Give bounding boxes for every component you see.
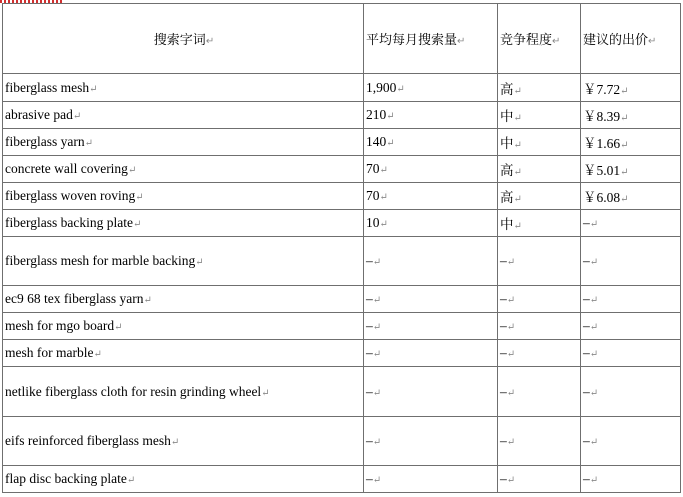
paragraph-mark-icon xyxy=(514,221,522,232)
paragraph-mark-icon xyxy=(127,475,135,486)
paragraph-mark-icon xyxy=(135,192,143,203)
cell-volume xyxy=(364,183,498,210)
paragraph-mark-icon xyxy=(514,86,522,97)
header-suggested-bid xyxy=(581,4,681,74)
paragraph-mark-icon xyxy=(133,219,141,230)
cell-competition xyxy=(498,367,581,417)
paragraph-mark-icon xyxy=(507,257,515,268)
keyword-table xyxy=(2,3,681,493)
table-row xyxy=(3,102,681,129)
paragraph-mark-icon xyxy=(507,475,515,486)
cell-competition xyxy=(498,102,581,129)
cell-text: fiberglass backing plate xyxy=(5,215,133,230)
paragraph-mark-icon xyxy=(380,192,388,203)
paragraph-mark-icon xyxy=(73,111,81,122)
header-row xyxy=(3,4,681,74)
paragraph-mark-icon xyxy=(507,322,515,333)
paragraph-mark-icon xyxy=(386,111,394,122)
cell-volume xyxy=(364,313,498,340)
cell-competition xyxy=(498,183,581,210)
cell-text: – xyxy=(500,253,507,268)
cell-competition xyxy=(498,129,581,156)
cell-text: – xyxy=(366,471,373,486)
header-competition xyxy=(498,4,581,74)
cell-bid xyxy=(581,367,681,417)
cell-text: 高 xyxy=(500,163,514,178)
cell-bid xyxy=(581,210,681,237)
cell-keyword xyxy=(3,102,364,129)
paragraph-mark-icon xyxy=(195,257,203,268)
cell-text: – xyxy=(366,318,373,333)
cell-volume xyxy=(364,466,498,493)
paragraph-mark-icon xyxy=(648,36,656,47)
cell-text: – xyxy=(500,318,507,333)
header-keyword-text: 搜索字词 xyxy=(153,33,206,48)
cell-keyword xyxy=(3,466,364,493)
paragraph-mark-icon xyxy=(590,349,598,360)
cell-keyword xyxy=(3,156,364,183)
paragraph-mark-icon xyxy=(514,113,522,124)
header-monthly-searches-text: 平均每月搜索量 xyxy=(366,33,458,48)
cell-text: 中 xyxy=(500,109,514,124)
cell-text: – xyxy=(366,345,373,360)
cell-volume xyxy=(364,417,498,466)
paragraph-mark-icon xyxy=(590,437,598,448)
paragraph-mark-icon xyxy=(143,295,151,306)
cell-volume xyxy=(364,129,498,156)
paragraph-mark-icon xyxy=(620,140,628,151)
cell-keyword xyxy=(3,313,364,340)
paragraph-mark-icon xyxy=(380,219,388,230)
cell-text: ￥5.01 xyxy=(583,163,621,178)
cell-volume xyxy=(364,340,498,367)
cell-text: 中 xyxy=(500,136,514,151)
cell-bid xyxy=(581,237,681,286)
cell-text: ec9 68 tex fiberglass yarn xyxy=(5,291,144,306)
cell-volume xyxy=(364,156,498,183)
paragraph-mark-icon xyxy=(507,388,515,399)
cell-text: – xyxy=(366,433,373,448)
paragraph-mark-icon xyxy=(620,167,628,178)
header-competition-text: 竞争程度 xyxy=(500,33,553,48)
cell-text: concrete wall covering xyxy=(5,161,128,176)
cell-text: – xyxy=(583,215,590,230)
cell-text: – xyxy=(500,291,507,306)
table-row xyxy=(3,466,681,493)
cell-text: – xyxy=(583,318,590,333)
cell-text: – xyxy=(500,345,507,360)
cell-keyword xyxy=(3,237,364,286)
cell-bid xyxy=(581,286,681,313)
cell-volume xyxy=(364,367,498,417)
cell-text: 高 xyxy=(500,190,514,205)
paragraph-mark-icon xyxy=(590,219,598,230)
cell-text: eifs reinforced fiberglass mesh xyxy=(5,433,171,448)
cell-competition xyxy=(498,74,581,102)
table-row xyxy=(3,74,681,102)
header-keyword xyxy=(3,4,364,74)
cell-competition xyxy=(498,156,581,183)
paragraph-mark-icon xyxy=(373,475,381,486)
cell-keyword xyxy=(3,286,364,313)
cell-bid xyxy=(581,74,681,102)
paragraph-mark-icon xyxy=(114,322,122,333)
cell-keyword xyxy=(3,340,364,367)
cell-text: ￥1.66 xyxy=(583,136,621,151)
paragraph-mark-icon xyxy=(590,388,598,399)
paragraph-mark-icon xyxy=(85,138,93,149)
cell-text: 1,900 xyxy=(366,79,397,95)
cell-text: – xyxy=(500,383,507,399)
table-row xyxy=(3,156,681,183)
paragraph-mark-icon xyxy=(373,388,381,399)
cell-text: flap disc backing plate xyxy=(5,471,127,486)
cell-text: netlike fiberglass cloth for resin grinding wheel xyxy=(5,383,262,399)
cell-text: ￥6.08 xyxy=(583,190,621,205)
table-row xyxy=(3,367,681,417)
cell-text: mesh for marble xyxy=(5,345,94,360)
table-row xyxy=(3,417,681,466)
cell-bid xyxy=(581,313,681,340)
cell-bid xyxy=(581,466,681,493)
paragraph-mark-icon xyxy=(206,36,214,47)
cell-text: – xyxy=(583,253,590,268)
cell-volume xyxy=(364,210,498,237)
cell-text: 高 xyxy=(500,81,514,97)
cell-text: fiberglass yarn xyxy=(5,134,85,149)
cell-text: – xyxy=(583,433,590,448)
table-row xyxy=(3,183,681,210)
cell-keyword xyxy=(3,210,364,237)
table-row xyxy=(3,286,681,313)
paragraph-mark-icon xyxy=(507,349,515,360)
paragraph-mark-icon xyxy=(386,138,394,149)
paragraph-mark-icon xyxy=(396,84,404,95)
paragraph-mark-icon xyxy=(171,437,179,448)
paragraph-mark-icon xyxy=(380,165,388,176)
cell-bid xyxy=(581,340,681,367)
cell-volume xyxy=(364,237,498,286)
header-monthly-searches xyxy=(364,4,498,74)
cell-text: – xyxy=(500,471,507,486)
paragraph-mark-icon xyxy=(93,349,101,360)
paragraph-mark-icon xyxy=(261,388,269,399)
cell-text: – xyxy=(500,433,507,448)
cell-bid xyxy=(581,129,681,156)
cell-text: ￥8.39 xyxy=(583,109,621,124)
paragraph-mark-icon xyxy=(514,140,522,151)
paragraph-mark-icon xyxy=(590,257,598,268)
table-row xyxy=(3,129,681,156)
cell-volume xyxy=(364,74,498,102)
cell-text: fiberglass woven roving xyxy=(5,188,136,203)
header-suggested-bid-text: 建议的出价 xyxy=(583,33,649,48)
cell-bid xyxy=(581,156,681,183)
cell-competition xyxy=(498,417,581,466)
cell-competition xyxy=(498,210,581,237)
table-row xyxy=(3,313,681,340)
cell-text: 70 xyxy=(366,188,380,203)
cell-text: – xyxy=(583,345,590,360)
paragraph-mark-icon xyxy=(373,295,381,306)
cell-bid xyxy=(581,102,681,129)
paragraph-mark-icon xyxy=(457,36,465,47)
cell-text: 140 xyxy=(366,134,387,149)
cell-text: – xyxy=(583,291,590,306)
paragraph-mark-icon xyxy=(373,257,381,268)
paragraph-mark-icon xyxy=(514,194,522,205)
paragraph-mark-icon xyxy=(620,113,628,124)
paragraph-mark-icon xyxy=(552,36,560,47)
cell-text: ￥7.72 xyxy=(583,81,621,97)
cell-keyword xyxy=(3,367,364,417)
cell-competition xyxy=(498,340,581,367)
paragraph-mark-icon xyxy=(373,349,381,360)
paragraph-mark-icon xyxy=(128,165,136,176)
cell-keyword xyxy=(3,417,364,466)
cell-competition xyxy=(498,237,581,286)
paragraph-mark-icon xyxy=(620,86,628,97)
paragraph-mark-icon xyxy=(514,167,522,178)
paragraph-mark-icon xyxy=(373,322,381,333)
cell-text: fiberglass mesh xyxy=(5,79,90,95)
cell-volume xyxy=(364,102,498,129)
cell-competition xyxy=(498,466,581,493)
cell-keyword xyxy=(3,74,364,102)
cell-text: 210 xyxy=(366,107,387,122)
paragraph-mark-icon xyxy=(590,295,598,306)
paragraph-mark-icon xyxy=(590,475,598,486)
paragraph-mark-icon xyxy=(89,84,97,95)
cell-text: – xyxy=(366,253,373,268)
cell-text: – xyxy=(366,383,373,399)
table-row xyxy=(3,340,681,367)
paragraph-mark-icon xyxy=(373,437,381,448)
cell-text: abrasive pad xyxy=(5,107,73,122)
paragraph-mark-icon xyxy=(507,295,515,306)
paragraph-mark-icon xyxy=(507,437,515,448)
cell-competition xyxy=(498,313,581,340)
cell-text: – xyxy=(583,383,590,399)
cell-keyword xyxy=(3,183,364,210)
cell-text: fiberglass mesh for marble backing xyxy=(5,253,196,268)
cell-text: – xyxy=(366,291,373,306)
cell-volume xyxy=(364,286,498,313)
cell-bid xyxy=(581,417,681,466)
cell-text: 70 xyxy=(366,161,380,176)
table-row xyxy=(3,210,681,237)
paragraph-mark-icon xyxy=(620,194,628,205)
cell-text: 中 xyxy=(500,217,514,232)
cell-bid xyxy=(581,183,681,210)
cell-text: 10 xyxy=(366,215,380,230)
cell-keyword xyxy=(3,129,364,156)
cell-text: mesh for mgo board xyxy=(5,318,115,333)
table-row xyxy=(3,237,681,286)
paragraph-mark-icon xyxy=(590,322,598,333)
cell-text: – xyxy=(583,471,590,486)
cell-competition xyxy=(498,286,581,313)
